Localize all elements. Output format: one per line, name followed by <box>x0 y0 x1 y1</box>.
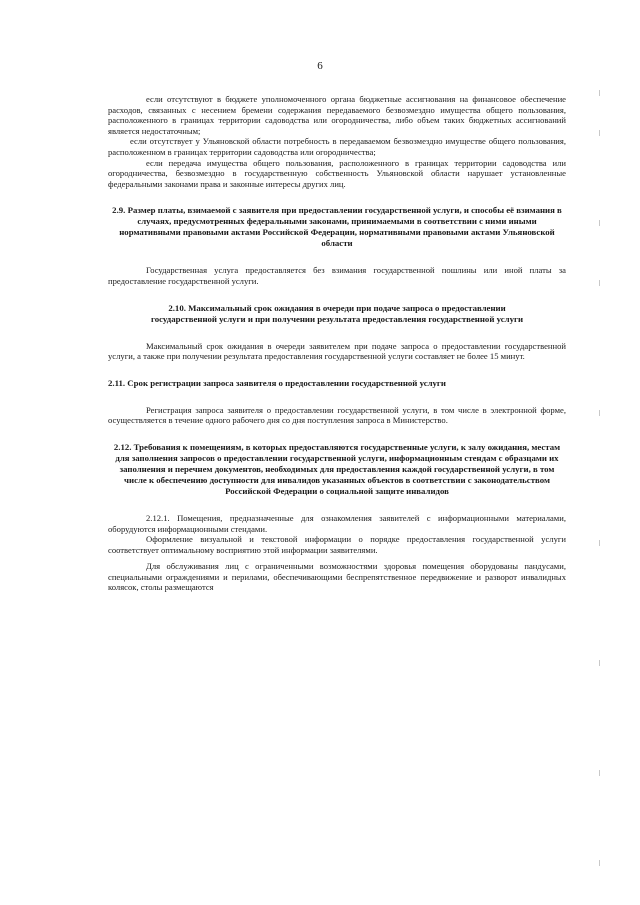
paragraph: если отсутствуют в бюджете уполномоченного органа бюджетные ассигнования на финансовое обеспечение расходов, связанных с несением бремени содержания передаваемого безвозмездно имущества общего пользования, расположенного в границах территории садоводства или огородничества, либо объем таких бюджетных ассигнований является недостаточным; <box>108 94 566 136</box>
page-number: 6 <box>317 60 323 72</box>
paragraph: если отсутствует у Ульяновской области потребность в передаваемом безвозмездно имуществе общего пользования, расположенном в границах территории садоводства или огородничества; <box>108 136 566 157</box>
scan-edge-marks <box>599 70 602 890</box>
section-heading-2-12: 2.12. Требования к помещениям, в которых предоставляются государственные услуги, к залу ожидания, местам для заполнения запросов о предоставлении государственной услуги, информационным стендам с образцами их заполнения и перечнем документов, необходимых для предоставления каждой государственной услуги, в том числе к обеспечению доступности для инвалидов указанных объектов в соответствии с законодательством Российской Федерации о социальной защите инвалидов <box>113 441 561 496</box>
page-content <box>108 94 566 593</box>
section-heading-2-9: 2.9. Размер платы, взимаемой с заявителя при предоставлении государственной услуги, и способы её взимания в случаях, предусмотренных федеральными законами, принимаемыми в соответствии с ними иными нормативными правовыми актами Российской Федерации, нормативными правовыми актами Ульяновской области <box>112 205 562 249</box>
section-heading-2-11: 2.11. Срок регистрации запроса заявителя о предоставлении государственной услуги <box>108 377 446 388</box>
section-text-2-10: Максимальный срок ожидания в очереди заявителем при подаче запроса о предоставлении государственной услуги, а также при получении результата предоставления государственной услуги составляет не более 15 минут. <box>108 340 566 362</box>
paragraph: Для обслуживания лиц с ограниченными возможностями здоровья помещения оборудованы пандусами, специальными ограждениями и перилами, обеспечивающими беспрепятственное передвижение и разворот инвалидных колясок, столы размещаются <box>108 561 566 593</box>
section-heading-2-10: 2.10. Максимальный срок ожидания в очереди при подаче запроса о предоставлении государственной услуги и при получении результата предоставления государственной услуги <box>150 302 524 324</box>
section-text-2-9: Государственная услуга предоставляется без взимания государственной пошлины или иной платы за предоставление государственной услуги. <box>108 265 566 286</box>
section-text-2-11: Регистрация запроса заявителя о предоставлении государственной услуги, в том числе в электронной форме, осуществляется в течение одного рабочего дня со дня поступления запроса в Министерство. <box>108 404 566 426</box>
paragraph: Оформление визуальной и текстовой информации о порядке предоставления государственной услуги соответствует оптимальному восприятию этой информации заявителями. <box>108 534 566 555</box>
paragraph: 2.12.1. Помещения, предназначенные для ознакомления заявителей с информационными материалами, оборудуются информационными стендами. <box>108 512 566 534</box>
paragraph: если передача имущества общего пользования, расположенного в границах территории садоводства или огородничества, безвозмездно в государственную собственность Ульяновской области нарушает установленные федеральными законами права и законные интересы других лиц. <box>108 157 566 189</box>
